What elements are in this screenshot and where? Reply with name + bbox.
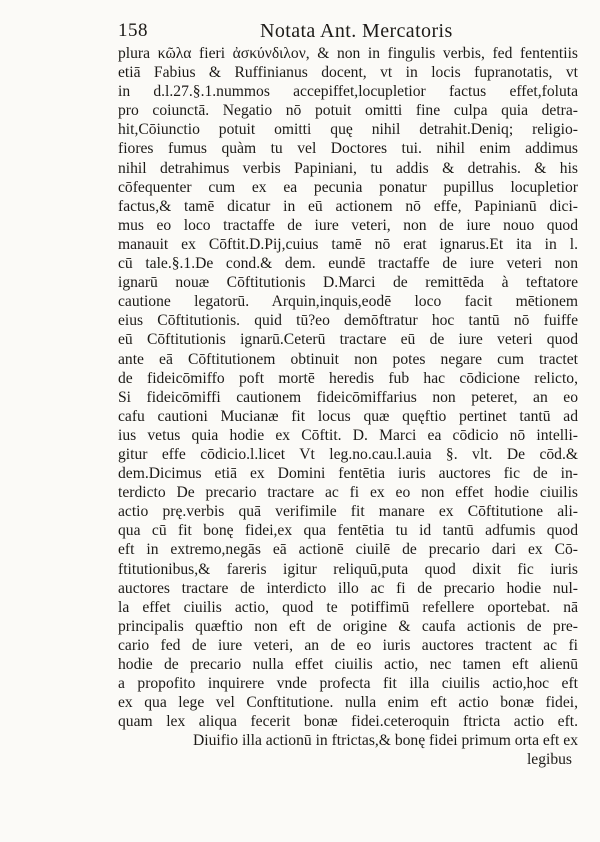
- text-line: eft in extremo,negās eā actionē ciuilē de precario dari ex Cō-: [118, 541, 578, 559]
- text-line: in d.l.27.§.1.nummos accepiffet,locupletior factus effet,foluta: [118, 83, 578, 101]
- text-line: cautione legatorū. Arquin,inquis,eodē loco facit mētionem: [118, 293, 578, 311]
- text-line: cū tale.§.1.De cond.& dem. eundē tractaffe de iure veteri non: [118, 255, 578, 273]
- text-line: ex qua lege vel Conftitutione. nulla enim eft actio bonæ fidei,: [118, 694, 578, 712]
- text-line: eū Cōftitutionis ignarū.Ceterū tractare eū de iure veteri quod: [118, 331, 578, 349]
- text-line: nihil detrahimus verbis Papiniani, tu addis & detrahis. & his: [118, 159, 578, 177]
- text-line: cafu cautioni Mucianæ fit locus quæ quęftio pertinet tantū ad: [118, 407, 578, 425]
- text-line: hit,Cōiunctio potuit omitti quę nihil detrahit.Deniq; religio-: [118, 121, 578, 139]
- body-text: [118, 44, 578, 770]
- text-line: manauit ex Cōftit.D.Pij,cuius tamē nō erat ignarus.Et ita in l.: [118, 235, 578, 253]
- text-line: eius Cōftitutionis. quid tū?eo demōftratur hoc tantū nō fuiffe: [118, 312, 578, 330]
- text-line: pro coiunctā. Negatio nō potuit omitti fine culpa quia detra-: [118, 102, 578, 120]
- text-line: auctores tractare de interdicto illo ac fi de precario hodie nul-: [118, 579, 578, 597]
- text-line: factus,& tamē dicatur in eū actionem nō effe, Papinianū dici-: [118, 197, 578, 215]
- text-line: ftitutionibus,& fareris igitur reliquū,puta quod dixit fic iuris: [118, 560, 578, 578]
- text-line: cario fed de iure veteri, an de eo iuris auctores tractent ac fi: [118, 636, 578, 654]
- running-head: Notata Ant. Mercatoris: [260, 20, 453, 42]
- text-line: principalis quæftio non eft de origine & caufa actionis de pre-: [118, 617, 578, 635]
- text-line: ius vetus quia hodie ex Cōftit. D. Marci ea cōdicio nō intelli-: [118, 426, 578, 444]
- text-line: fiores fumus quàm tu vel Doctores tui. nihil enim addimus: [118, 140, 578, 158]
- text-line: Si fideicōmiffi cautionem fideicōmiffarius non peteret, an eo: [118, 388, 578, 406]
- text-line: ignarū nouæ Cōftitutionis D.Marci de remittēda à teftatore: [118, 274, 578, 292]
- text-line: plura κῶλα fieri ἀσκύνδιλον, & non in fingulis verbis, fed fententiis: [118, 45, 578, 62]
- text-line: quam lex aliqua fecerit bonæ fidei.ceteroquin ftricta actio eft.: [118, 713, 578, 731]
- text-line: a propofito inquirere vnde profecta fit illa ciuilis actio,hoc eft: [118, 675, 578, 693]
- text-line: etiā Fabius & Ruffinianus docent, vt in locis fupranotatis, vt: [118, 64, 578, 82]
- text-line: terdicto De precario tractare ac fi ex eo non effet hodie ciuilis: [118, 484, 578, 502]
- page-number: 158: [118, 20, 148, 41]
- text-line: la effet ciuilis actio, quod te potiffimū refellere oportebat. nā: [118, 598, 578, 616]
- text-line: de fideicōmiffo poft mortē heredis fub hac cōdicione relicto,: [118, 369, 578, 387]
- text-line: gitur effe cōdicio.l.licet Vt leg.no.cau.l.auia §. vlt. De cōd.&: [118, 445, 578, 463]
- text-line: ante eā Cōftitutionem obtinuit non potes negare cum tractet: [118, 350, 578, 368]
- catchword: legibus: [526, 751, 572, 769]
- text-line: dem.Dicimus etiā ex Domini fentētia iuris auctores fic de in-: [118, 465, 578, 483]
- text-line: qua cū fit bonę fidei,ex qua fentētia tu id tantū adfumis quod: [118, 522, 578, 540]
- page-header: [118, 20, 578, 44]
- text-line: mus eo loco tractaffe de iure veteri, non de iure nouo quod: [118, 216, 578, 234]
- text-line: Diuifio illa actionū in ftrictas,& bonę fidei primum orta eft ex: [193, 732, 578, 750]
- text-line: hodie de precario nulla effet ciuilis actio, nec tamen eft alienū: [118, 656, 578, 673]
- text-line: actio prę.verbis quā verifimile fit manare ex Cōftitutione ali-: [118, 503, 578, 521]
- text-line: cōfequenter cum ex ea pecunia ponatur pupillus locupletior: [118, 178, 578, 196]
